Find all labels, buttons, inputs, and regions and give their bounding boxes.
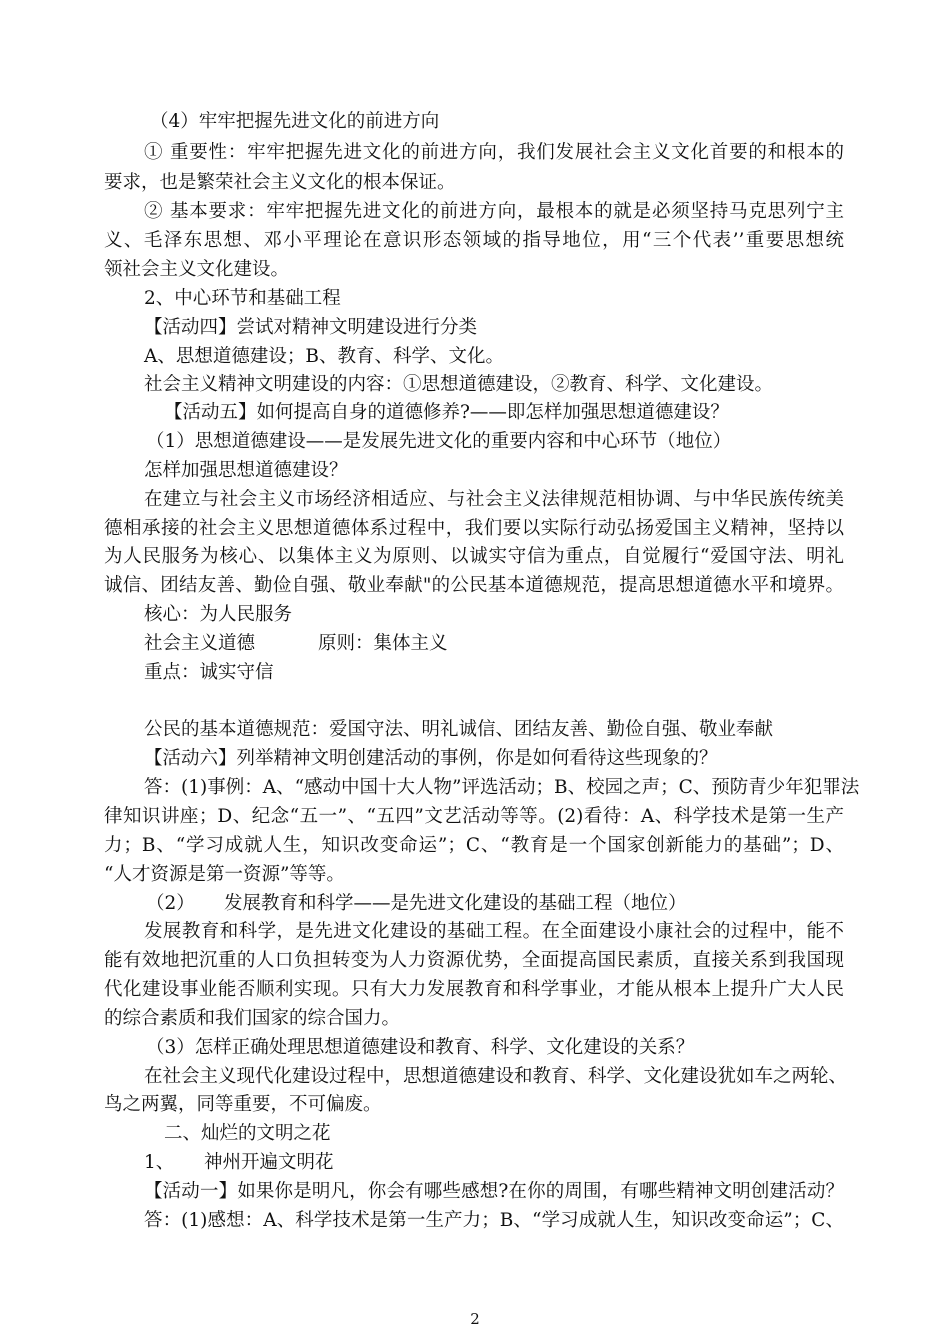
text-line: 2、中心环节和基础工程 [144,288,341,309]
text-line: “人才资源是第一资源”等等。 [104,864,345,885]
text-line: 神州开遍文明花 [204,1152,334,1173]
text-line: 答：(1)事例：A、“感动中国十大人物”评选活动；B、校园之声；C、预防青少年犯罪法 [144,777,860,798]
text-line: （3）怎样正确处理思想道德建设和教育、科学、文化建设的关系？ [146,1037,695,1058]
text-line: 义、毛泽东思想、邓小平理论在意识形态领域的指导地位，用“三个代表’’重要思想统 [104,230,844,251]
text-line: 答：(1)感想：A、科学技术是第一生产力；B、“学习成就人生，知识改变命运”；C、 [144,1210,844,1231]
text-line: 要求，也是繁荣社会主义文化的根本保证。 [104,172,456,193]
text-line: 诚信、团结友善、勤俭自强、敬业奉献"的公民基本道德规范，提高思想道德水平和境界。 [104,575,844,596]
text-line: 发展教育和科学，是先进文化建设的基础工程。在全面建设小康社会的过程中，能不 [144,921,844,942]
text-line: 德相承接的社会主义思想道德体系过程中，我们要以实际行动弘扬爱国主义精神，坚持以 [104,518,844,539]
text-line: ② 基本要求：牢牢把握先进文化的前进方向，最根本的就是必须坚持马克思列宁主 [144,201,844,222]
text-line: 能有效地把沉重的人口负担转变为人力资源优势，全面提高国民素质，直接关系到我国现 [104,950,844,971]
text-line: 社会主义精神文明建设的内容：①思想道德建设，②教育、科学、文化建设。 [144,374,774,395]
text-line: 鸟之两翼，同等重要，不可偏废。 [104,1094,382,1115]
text-line: ① 重要性：牢牢把握先进文化的前进方向，我们发展社会主义文化首要的和根本的 [144,142,844,163]
text-line: 律知识讲座；D、纪念“五一”、“五四”文艺活动等等。(2)看待：A、科学技术是第一生产 [104,806,844,827]
text-line: 在社会主义现代化建设过程中，思想道德建设和教育、科学、文化建设犹如车之两轮、 [144,1066,848,1087]
text-line: 核心：为人民服务 [144,604,293,625]
text-line: A、思想道德建设；B、教育、科学、文化。 [144,346,504,367]
text-line: 重点：诚实守信 [144,662,274,683]
text-line: 社会主义道德 [144,633,256,654]
text-line: 【活动五】如何提高自身的道德修养?——即怎样加强思想道德建设？ [164,402,729,423]
text-line: （2） [146,893,195,914]
text-line: 在建立与社会主义市场经济相适应、与社会主义法律规范相协调、与中华民族传统美 [144,489,844,510]
text-line: 【活动四】尝试对精神文明建设进行分类 [144,317,478,338]
text-line: 怎样加强思想道德建设？ [144,460,348,481]
page-number: 2 [470,1310,480,1328]
text-line: 力；B、“学习成就人生，知识改变命运”；C、“教育是一个国家创新能力的基础”；D、 [104,835,844,856]
text-line: 的综合素质和我们国家的综合国力。 [104,1008,401,1029]
text-line: 为人民服务为核心、以集体主义为原则、以诚实守信为重点，自觉履行“爱国守法、明礼 [104,546,844,567]
text-line: 1、 [144,1152,175,1173]
text-line: 代化建设事业能否顺利实现。只有大力发展教育和科学事业，才能从根本上提升广大人民 [104,979,844,1000]
text-line: 发展教育和科学——是先进文化建设的基础工程（地位） [224,893,687,914]
text-line: 【活动一】如果你是明凡，你会有哪些感想?在你的周围，有哪些精神文明创建活动？ [144,1181,844,1202]
text-line: （4）牢牢把握先进文化的前进方向 [150,111,440,132]
text-line: 领社会主义文化建设。 [104,259,290,280]
text-line: 二、灿烂的文明之花 [164,1123,331,1144]
text-line: 【活动六】列举精神文明创建活动的事例，你是如何看待这些现象的？ [144,748,718,769]
text-line: （1）思想道德建设——是发展先进文化的重要内容和中心环节（地位） [146,431,732,452]
text-line: 公民的基本道德规范：爱国守法、明礼诚信、团结友善、勤俭自强、敬业奉献 [144,719,774,740]
text-line: 原则：集体主义 [318,633,448,654]
